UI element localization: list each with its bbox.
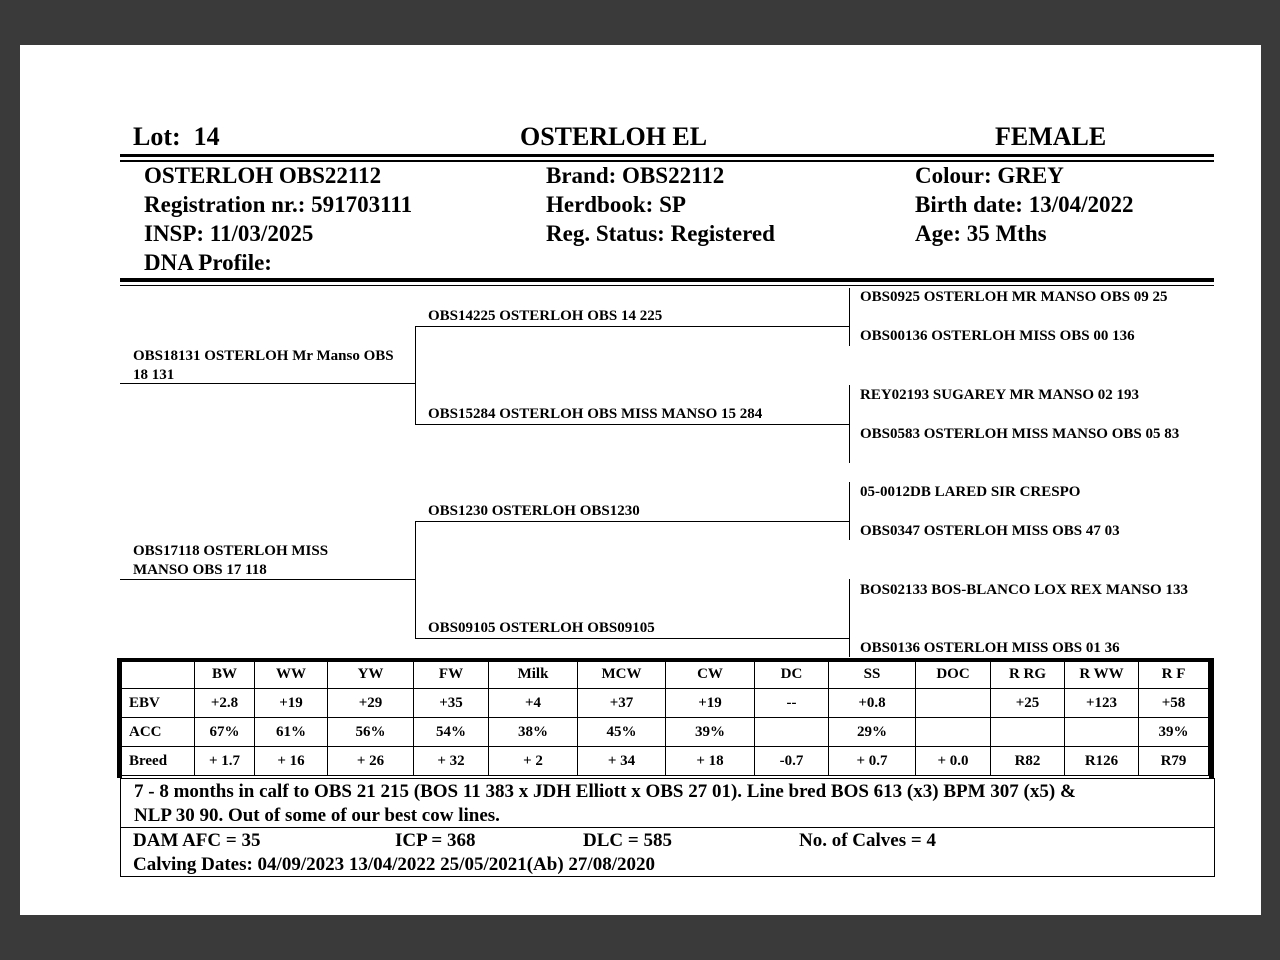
herdbook: Herdbook: SP <box>546 192 686 217</box>
table-cell <box>916 718 991 747</box>
ggp-6: OBS0347 OSTERLOH MISS OBS 47 03 <box>860 523 1120 539</box>
table-row <box>121 718 1209 747</box>
sire: OBS18131 OSTERLOH Mr Manso OBS 18 131 <box>133 348 394 383</box>
row-label: Breed <box>121 747 195 776</box>
ggp-5: 05-0012DB LARED SIR CRESPO <box>860 484 1081 500</box>
dam-line <box>120 579 416 580</box>
col-header: YW <box>328 660 414 689</box>
header-rule <box>120 154 1214 157</box>
table-cell: +4 <box>489 689 578 718</box>
table-cell: +58 <box>1139 689 1209 718</box>
table-cell: -0.7 <box>755 747 829 776</box>
ebv-table <box>120 659 1209 776</box>
col-header: R F <box>1139 660 1209 689</box>
table-cell: + 16 <box>255 747 328 776</box>
table-cell: + 0.7 <box>829 747 916 776</box>
calving-dates: Calving Dates: 04/09/2023 13/04/2022 25/05/2021(Ab) 27/08/2020 <box>133 854 655 875</box>
info-rule <box>120 278 1214 282</box>
table-cell: R82 <box>991 747 1065 776</box>
table-cell: +37 <box>578 689 666 718</box>
lot-label: Lot: 14 <box>133 122 220 151</box>
dam: OBS17118 OSTERLOH MISS MANSO OBS 17 118 <box>133 543 329 578</box>
table-row <box>121 689 1209 718</box>
col-header: DC <box>755 660 829 689</box>
table-cell: 29% <box>829 718 916 747</box>
table-frame-right <box>1209 658 1214 778</box>
table-cell: 54% <box>414 718 489 747</box>
col-header: MCW <box>578 660 666 689</box>
table-cell <box>755 718 829 747</box>
table-cell: +19 <box>255 689 328 718</box>
animal-name: OSTERLOH OBS22112 <box>144 163 382 188</box>
sire-dam: OBS15284 OSTERLOH OBS MISS MANSO 15 284 <box>428 406 763 422</box>
table-cell: 56% <box>328 718 414 747</box>
ggp-bracket-1 <box>849 288 850 346</box>
col-header: R RG <box>991 660 1065 689</box>
icp: ICP = 368 <box>395 830 476 851</box>
table-row <box>121 747 1209 776</box>
ggp-1: OBS0925 OSTERLOH MR MANSO OBS 09 25 <box>860 289 1168 305</box>
sire-dam-line <box>415 424 850 425</box>
table-cell: R79 <box>1139 747 1209 776</box>
table-cell <box>1065 718 1139 747</box>
table-cell: + 18 <box>666 747 755 776</box>
table-cell: + 0.0 <box>916 747 991 776</box>
notes-box <box>120 778 1215 828</box>
table-cell: 61% <box>255 718 328 747</box>
dam-dam-line <box>415 638 850 639</box>
registration-number: Registration nr.: 591703111 <box>144 192 413 217</box>
birth-date: Birth date: 13/04/2022 <box>915 192 1134 217</box>
table-cell: +0.8 <box>829 689 916 718</box>
catalogue-page <box>20 45 1261 915</box>
table-cell: +123 <box>1065 689 1139 718</box>
col-header <box>121 660 195 689</box>
dam-sire-line <box>415 521 850 522</box>
ggp-7: BOS02133 BOS-BLANCO LOX REX MANSO 133 <box>860 582 1188 598</box>
table-cell: + 34 <box>578 747 666 776</box>
no-of-calves: No. of Calves = 4 <box>799 830 936 851</box>
dam-bracket <box>415 521 416 639</box>
table-cell: + 32 <box>414 747 489 776</box>
table-cell: 39% <box>1139 718 1209 747</box>
table-cell: +19 <box>666 689 755 718</box>
ggp-3: REY02193 SUGAREY MR MANSO 02 193 <box>860 387 1140 403</box>
col-header: BW <box>195 660 255 689</box>
table-cell: 67% <box>195 718 255 747</box>
col-header: R WW <box>1065 660 1139 689</box>
colour: Colour: GREY <box>915 163 1064 188</box>
table-cell <box>991 718 1065 747</box>
lot-number: 14 <box>193 122 220 151</box>
ggp-bracket-2 <box>849 385 850 463</box>
col-header: WW <box>255 660 328 689</box>
table-cell: + 2 <box>489 747 578 776</box>
col-header: DOC <box>916 660 991 689</box>
col-header: FW <box>414 660 489 689</box>
col-header: SS <box>829 660 916 689</box>
brand: Brand: OBS22112 <box>546 163 725 188</box>
table-cell: -- <box>755 689 829 718</box>
ggp-8: OBS0136 OSTERLOH MISS OBS 01 36 <box>860 640 1120 656</box>
table-cell: + 26 <box>328 747 414 776</box>
row-label: EBV <box>121 689 195 718</box>
ggp-2: OBS00136 OSTERLOH MISS OBS 00 136 <box>860 328 1135 344</box>
col-header: CW <box>666 660 755 689</box>
table-cell: R126 <box>1065 747 1139 776</box>
sire-line <box>120 383 416 384</box>
age: Age: 35 Mths <box>915 221 1047 246</box>
sire-sire-line <box>415 326 850 327</box>
table-cell <box>916 689 991 718</box>
header-rule-thin <box>120 160 1214 162</box>
dam-stats-box <box>120 827 1215 877</box>
dam-dam: OBS09105 OSTERLOH OBS09105 <box>428 620 655 636</box>
ggp-bracket-3 <box>849 482 850 540</box>
sire-bracket <box>415 326 416 424</box>
sex-label: FEMALE <box>995 122 1107 151</box>
dam-sire: OBS1230 OSTERLOH OBS1230 <box>428 503 640 519</box>
sire-sire: OBS14225 OSTERLOH OBS 14 225 <box>428 308 663 324</box>
reg-status: Reg. Status: Registered <box>546 221 775 246</box>
table-cell: + 1.7 <box>195 747 255 776</box>
notes-line-1: 7 - 8 months in calf to OBS 21 215 (BOS 11 383 x JDH Elliott x OBS 27 01). Line bred BOS 613 (x3) BPM 307 (x5) & <box>134 781 1076 802</box>
dam-afc: DAM AFC = 35 <box>133 830 261 851</box>
table-cell: +2.8 <box>195 689 255 718</box>
ggp-bracket-4 <box>849 579 850 657</box>
table-cell: 38% <box>489 718 578 747</box>
table-cell: 45% <box>578 718 666 747</box>
page-title: OSTERLOH EL <box>520 122 708 151</box>
table-cell: +35 <box>414 689 489 718</box>
table-cell: +29 <box>328 689 414 718</box>
info-rule-thin <box>120 285 1214 286</box>
table-cell: +25 <box>991 689 1065 718</box>
dlc: DLC = 585 <box>583 830 672 851</box>
row-label: ACC <box>121 718 195 747</box>
col-header: Milk <box>489 660 578 689</box>
insp-date: INSP: 11/03/2025 <box>144 221 314 246</box>
ggp-4: OBS0583 OSTERLOH MISS MANSO OBS 05 83 <box>860 426 1180 442</box>
table-cell: 39% <box>666 718 755 747</box>
dna-profile: DNA Profile: <box>144 250 272 275</box>
ebv-header-row <box>121 660 1209 689</box>
notes-line-2: NLP 30 90. Out of some of our best cow lines. <box>134 805 500 826</box>
